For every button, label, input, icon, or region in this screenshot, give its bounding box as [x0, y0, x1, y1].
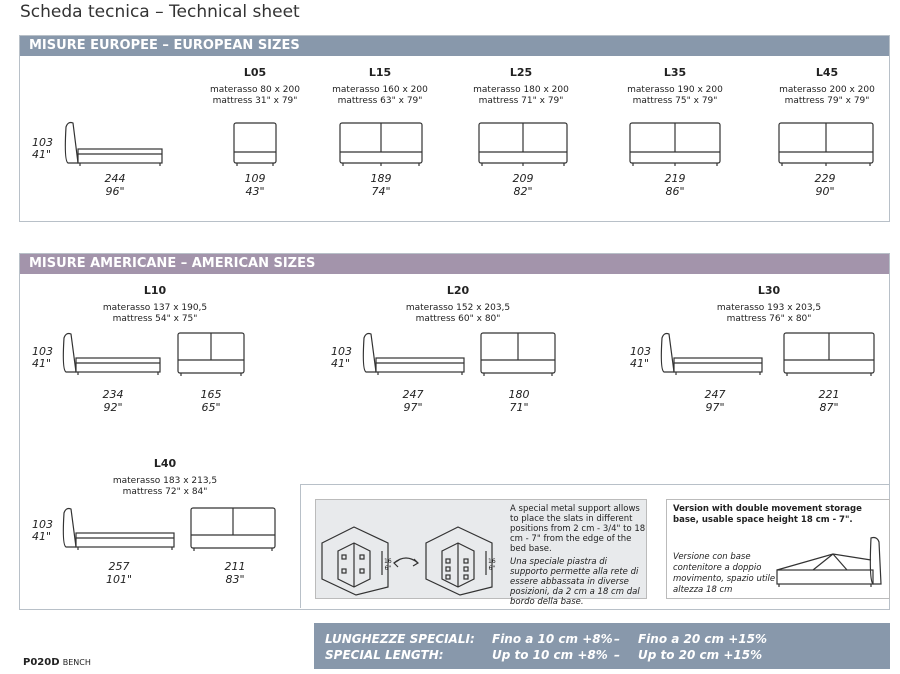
special-opt1-it: Fino a 10 cm +8%: [492, 632, 613, 646]
european-sizes-panel: [19, 35, 890, 222]
support-text-en: A special metal support allows to place the slats in different positions from 2 cm - 3/4" to 18 cm - 7" from the edge of the bed base.: [510, 504, 646, 554]
model-code: L30: [757, 284, 781, 297]
mattress-en: mattress 54" x 75": [112, 314, 198, 324]
slat-support-diagram: [318, 503, 504, 597]
mattress-it: materasso 160 x 200: [332, 85, 428, 95]
support-text-it: Una speciale piastra di supporto permette alla rete di essere abbassata in diverse posizioni, da 2 cm a 18 cm dal bordo della base.: [510, 557, 640, 607]
mattress-it: materasso 200 x 200: [779, 85, 875, 95]
us-model-l40: [100, 457, 230, 498]
mattress-en: mattress 31" x 79": [212, 96, 298, 106]
slat-dim-label-right: 16 6": [488, 558, 496, 572]
us-height-l10: 103 41": [32, 345, 53, 370]
us-side-view-l10: [62, 332, 162, 380]
us-length-l30: 247 97": [704, 388, 726, 414]
mattress-it: materasso 80 x 200: [210, 85, 300, 95]
model-code: L40: [153, 457, 177, 470]
eu-front-view-l25: [478, 122, 568, 168]
eu-front-view-l35: [629, 122, 721, 168]
special-sep-1: –: [614, 632, 620, 646]
us-length-l40: 257 101": [105, 560, 133, 586]
american-sizes-header: MISURE AMERICANE – AMERICAN SIZES: [20, 254, 889, 274]
mattress-it: materasso 190 x 200: [627, 85, 723, 95]
eu-side-length: 244 96": [104, 172, 126, 198]
model-code: L35: [663, 66, 687, 79]
european-sizes-header: MISURE EUROPEE – EUROPEAN SIZES: [20, 36, 889, 56]
mattress-it: materasso 137 x 190,5: [102, 303, 208, 313]
info-box: [300, 484, 890, 608]
storage-text-en: Version with double movement storage base, usable space height 18 cm - 7".: [673, 504, 862, 525]
mattress-en: mattress 63" x 79": [337, 96, 423, 106]
us-height-l30: 103 41": [630, 345, 651, 370]
eu-front-view-l05: [233, 122, 277, 168]
mattress-en: mattress 72" x 84": [122, 487, 208, 497]
product-code-id: P020D: [23, 657, 60, 668]
product-code: [23, 657, 91, 668]
us-width-l40: 211 83": [224, 560, 246, 586]
us-front-view-l30: [783, 332, 875, 380]
storage-text-it: Versione con base contenitore a doppio movimento, spazio utile altezza 18 cm: [673, 552, 776, 595]
us-side-view-l20: [362, 332, 466, 380]
us-model-l30: [701, 284, 837, 325]
special-label-it: LUNGHEZZE SPECIALI:: [325, 632, 475, 646]
us-front-view-l10: [177, 332, 245, 380]
model-code: L45: [815, 66, 839, 79]
product-name: BENCH: [62, 658, 91, 667]
eu-width-l45: 229 90": [814, 172, 836, 198]
mattress-it: materasso 193 x 203,5: [716, 303, 822, 313]
us-width-l10: 165 65": [200, 388, 222, 414]
us-side-view-l40: [62, 507, 176, 555]
us-width-l20: 180 71": [508, 388, 530, 414]
us-front-view-l40: [190, 507, 276, 555]
eu-model-l45: [772, 66, 882, 107]
storage-detail: [666, 499, 890, 599]
eu-model-l05: [200, 66, 310, 107]
eu-model-l15: [325, 66, 435, 107]
eu-side-height: 103 41": [32, 136, 53, 161]
us-width-l30: 221 87": [818, 388, 840, 414]
mattress-it: materasso 183 x 213,5: [112, 476, 218, 486]
model-code: L10: [143, 284, 167, 297]
mattress-it: materasso 180 x 200: [473, 85, 569, 95]
storage-bed-diagram: [773, 536, 889, 592]
special-label-en: SPECIAL LENGTH:: [325, 648, 444, 662]
mattress-en: mattress 71" x 79": [478, 96, 564, 106]
mattress-en: mattress 79" x 79": [784, 96, 870, 106]
us-front-view-l20: [480, 332, 556, 380]
us-height-l40: 103 41": [32, 518, 53, 543]
eu-width-l25: 209 82": [512, 172, 534, 198]
us-side-view-l30: [660, 332, 764, 380]
slat-support-detail: [315, 499, 647, 607]
eu-model-l25: [466, 66, 576, 107]
special-length-bar: [314, 623, 890, 669]
eu-front-view-l15: [339, 122, 423, 168]
special-sep-2: –: [614, 648, 620, 662]
us-model-l10: [90, 284, 220, 325]
us-height-l20: 103 41": [331, 345, 352, 370]
model-code: L20: [446, 284, 470, 297]
mattress-it: materasso 152 x 203,5: [405, 303, 511, 313]
us-length-l10: 234 92": [102, 388, 124, 414]
eu-side-view: [64, 121, 174, 171]
eu-width-l35: 219 86": [664, 172, 686, 198]
special-opt2-it: Fino a 20 cm +15%: [638, 632, 767, 646]
eu-width-l15: 189 74": [370, 172, 392, 198]
us-length-l20: 247 97": [402, 388, 424, 414]
model-code: L15: [368, 66, 392, 79]
mattress-en: mattress 75" x 79": [632, 96, 718, 106]
eu-width-l05: 109 43": [244, 172, 266, 198]
us-model-l20: [390, 284, 526, 325]
special-opt1-en: Up to 10 cm +8%: [492, 648, 608, 662]
model-code: L25: [509, 66, 533, 79]
mattress-en: mattress 60" x 80": [415, 314, 501, 324]
mattress-en: mattress 76" x 80": [726, 314, 812, 324]
slat-dim-label-left: 16 6": [384, 558, 392, 572]
special-opt2-en: Up to 20 cm +15%: [638, 648, 763, 662]
eu-front-view-l45: [778, 122, 874, 168]
model-code: L05: [243, 66, 267, 79]
page-title: Scheda tecnica – Technical sheet: [20, 2, 300, 22]
eu-model-l35: [620, 66, 730, 107]
